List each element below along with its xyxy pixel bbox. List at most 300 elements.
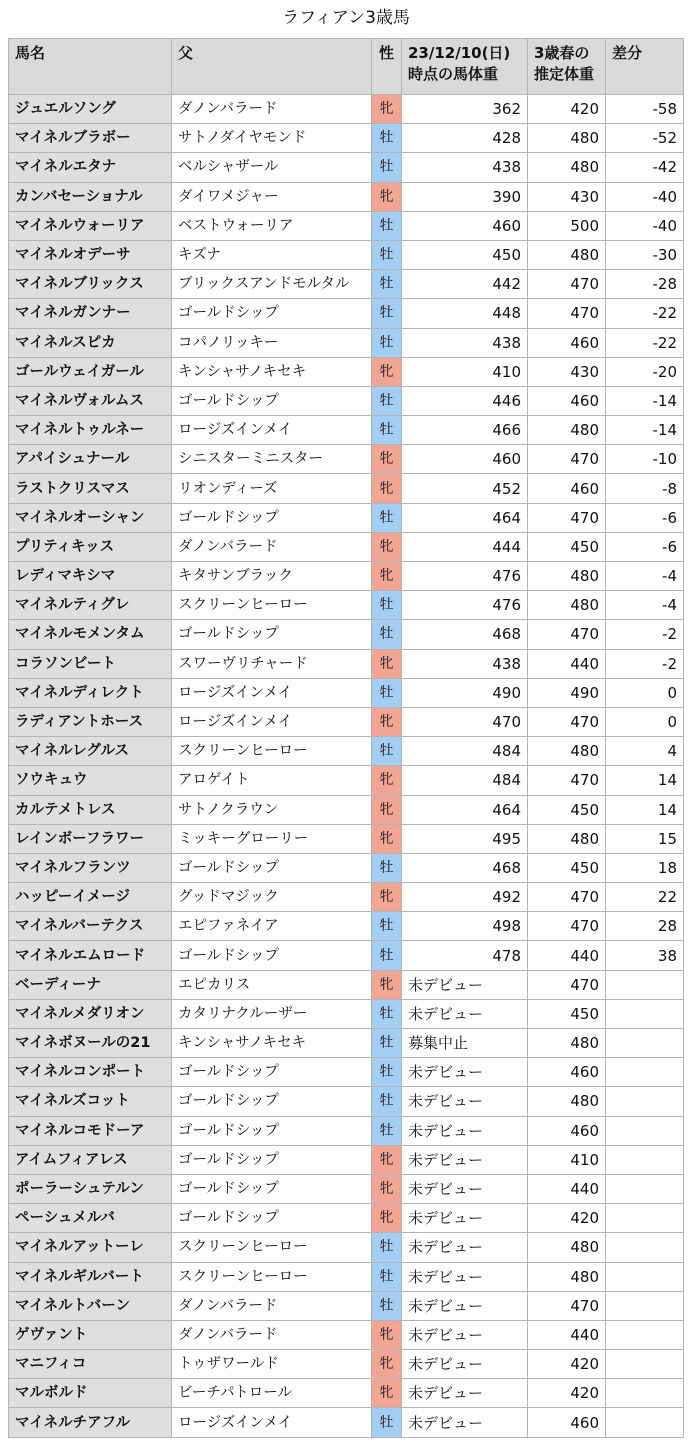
weight-cell: 未デビュー bbox=[402, 1058, 528, 1087]
table-row bbox=[9, 357, 684, 386]
weight-cell: 452 bbox=[402, 474, 528, 503]
sire-cell: ゴールドシップ bbox=[172, 1058, 372, 1087]
horse-name-cell: マイネルエタナ bbox=[9, 153, 172, 182]
table-row bbox=[9, 240, 684, 269]
table-row bbox=[9, 182, 684, 211]
table-row bbox=[9, 445, 684, 474]
estimate-cell: 470 bbox=[528, 912, 606, 941]
sire-cell: ゴールドシップ bbox=[172, 386, 372, 415]
diff-cell: -4 bbox=[606, 591, 684, 620]
sex-badge: 牡 bbox=[372, 1291, 402, 1320]
weight-cell: 未デビュー bbox=[402, 1262, 528, 1291]
weight-cell: 未デビュー bbox=[402, 1379, 528, 1408]
horse-name-cell: マイネルメダリオン bbox=[9, 999, 172, 1028]
diff-cell: -42 bbox=[606, 153, 684, 182]
sire-cell: スクリーンヒーロー bbox=[172, 1262, 372, 1291]
estimate-cell: 500 bbox=[528, 211, 606, 240]
weight-cell: 460 bbox=[402, 445, 528, 474]
header-estimate bbox=[528, 39, 606, 95]
diff-cell bbox=[606, 1408, 684, 1437]
horse-name-cell: ペーシュメルバ bbox=[9, 1204, 172, 1233]
estimate-cell: 440 bbox=[528, 1174, 606, 1203]
table-row bbox=[9, 591, 684, 620]
weight-cell: 466 bbox=[402, 416, 528, 445]
horse-name-cell: マイネルトゥルネー bbox=[9, 416, 172, 445]
table-row bbox=[9, 737, 684, 766]
weight-cell: 募集中止 bbox=[402, 1029, 528, 1058]
sire-cell: ゴールドシップ bbox=[172, 299, 372, 328]
table-row bbox=[9, 1174, 684, 1203]
diff-cell bbox=[606, 1058, 684, 1087]
estimate-cell: 470 bbox=[528, 620, 606, 649]
table-row bbox=[9, 503, 684, 532]
table-row bbox=[9, 1087, 684, 1116]
table-row bbox=[9, 1350, 684, 1379]
estimate-cell: 460 bbox=[528, 474, 606, 503]
estimate-cell: 430 bbox=[528, 357, 606, 386]
weight-cell: 460 bbox=[402, 211, 528, 240]
sire-cell: ゴールドシップ bbox=[172, 1116, 372, 1145]
diff-cell: -22 bbox=[606, 328, 684, 357]
table-row bbox=[9, 678, 684, 707]
weight-cell: 464 bbox=[402, 795, 528, 824]
table-row bbox=[9, 970, 684, 999]
weight-cell: 478 bbox=[402, 941, 528, 970]
sire-cell: キズナ bbox=[172, 240, 372, 269]
sex-badge: 牝 bbox=[372, 883, 402, 912]
weight-cell: 438 bbox=[402, 328, 528, 357]
diff-cell bbox=[606, 1320, 684, 1349]
diff-cell bbox=[606, 1233, 684, 1262]
weight-cell: 未デビュー bbox=[402, 1145, 528, 1174]
horse-name-cell: マイネルモメンタム bbox=[9, 620, 172, 649]
sex-badge: 牡 bbox=[372, 591, 402, 620]
header-weight-line1: 23/12/10(日) bbox=[408, 44, 511, 62]
sire-cell: ダノンバラード bbox=[172, 95, 372, 124]
diff-cell: -14 bbox=[606, 416, 684, 445]
table-row bbox=[9, 620, 684, 649]
estimate-cell: 420 bbox=[528, 1350, 606, 1379]
diff-cell: -2 bbox=[606, 620, 684, 649]
diff-cell: -40 bbox=[606, 182, 684, 211]
sex-badge: 牝 bbox=[372, 1320, 402, 1349]
table-row bbox=[9, 299, 684, 328]
sex-badge: 牝 bbox=[372, 474, 402, 503]
estimate-cell: 460 bbox=[528, 386, 606, 415]
estimate-cell: 470 bbox=[528, 299, 606, 328]
diff-cell: -22 bbox=[606, 299, 684, 328]
diff-cell bbox=[606, 1350, 684, 1379]
estimate-cell: 470 bbox=[528, 883, 606, 912]
sire-cell: ゴールドシップ bbox=[172, 941, 372, 970]
weight-cell: 未デビュー bbox=[402, 1291, 528, 1320]
weight-cell: 未デビュー bbox=[402, 1204, 528, 1233]
estimate-cell: 470 bbox=[528, 270, 606, 299]
horse-table bbox=[8, 38, 684, 1438]
sire-cell: ロージズインメイ bbox=[172, 416, 372, 445]
sire-cell: ゴールドシップ bbox=[172, 853, 372, 882]
estimate-cell: 480 bbox=[528, 1087, 606, 1116]
estimate-cell: 410 bbox=[528, 1145, 606, 1174]
weight-cell: 438 bbox=[402, 649, 528, 678]
horse-name-cell: マイネルスピカ bbox=[9, 328, 172, 357]
diff-cell bbox=[606, 1087, 684, 1116]
sex-badge: 牡 bbox=[372, 211, 402, 240]
horse-name-cell: マイネルティグレ bbox=[9, 591, 172, 620]
sire-cell: トゥザワールド bbox=[172, 1350, 372, 1379]
diff-cell: 18 bbox=[606, 853, 684, 882]
table-row bbox=[9, 853, 684, 882]
table-row bbox=[9, 999, 684, 1028]
horse-name-cell: マイネルレグルス bbox=[9, 737, 172, 766]
estimate-cell: 430 bbox=[528, 182, 606, 211]
horse-name-cell: マイネボヌールの21 bbox=[9, 1029, 172, 1058]
sex-badge: 牡 bbox=[372, 1408, 402, 1437]
sex-badge: 牝 bbox=[372, 532, 402, 561]
sex-badge: 牡 bbox=[372, 1058, 402, 1087]
estimate-cell: 450 bbox=[528, 853, 606, 882]
diff-cell bbox=[606, 1116, 684, 1145]
table-row bbox=[9, 1379, 684, 1408]
estimate-cell: 470 bbox=[528, 707, 606, 736]
diff-cell: -28 bbox=[606, 270, 684, 299]
table-row bbox=[9, 795, 684, 824]
table-row bbox=[9, 1116, 684, 1145]
sex-badge: 牝 bbox=[372, 1174, 402, 1203]
weight-cell: 492 bbox=[402, 883, 528, 912]
estimate-cell: 420 bbox=[528, 95, 606, 124]
diff-cell bbox=[606, 1291, 684, 1320]
diff-cell: -14 bbox=[606, 386, 684, 415]
table-row bbox=[9, 124, 684, 153]
estimate-cell: 480 bbox=[528, 124, 606, 153]
diff-cell bbox=[606, 1145, 684, 1174]
diff-cell: -20 bbox=[606, 357, 684, 386]
estimate-cell: 450 bbox=[528, 999, 606, 1028]
diff-cell: -4 bbox=[606, 562, 684, 591]
estimate-cell: 450 bbox=[528, 795, 606, 824]
diff-cell: -52 bbox=[606, 124, 684, 153]
horse-name-cell: ベーディーナ bbox=[9, 970, 172, 999]
sire-cell: サトノダイヤモンド bbox=[172, 124, 372, 153]
diff-cell: 22 bbox=[606, 883, 684, 912]
weight-cell: 428 bbox=[402, 124, 528, 153]
sex-badge: 牝 bbox=[372, 1350, 402, 1379]
sex-badge: 牝 bbox=[372, 562, 402, 591]
weight-cell: 未デビュー bbox=[402, 1087, 528, 1116]
weight-cell: 362 bbox=[402, 95, 528, 124]
horse-name-cell: マイネルズコット bbox=[9, 1087, 172, 1116]
sire-cell: コパノリッキー bbox=[172, 328, 372, 357]
horse-name-cell: マイネルチアフル bbox=[9, 1408, 172, 1437]
table-row bbox=[9, 386, 684, 415]
horse-name-cell: カンバセーショナル bbox=[9, 182, 172, 211]
table-row bbox=[9, 1204, 684, 1233]
estimate-cell: 420 bbox=[528, 1204, 606, 1233]
sire-cell: ゴールドシップ bbox=[172, 1087, 372, 1116]
diff-cell bbox=[606, 1379, 684, 1408]
weight-cell: 446 bbox=[402, 386, 528, 415]
horse-name-cell: コラソンビート bbox=[9, 649, 172, 678]
sex-badge: 牝 bbox=[372, 445, 402, 474]
sex-badge: 牡 bbox=[372, 124, 402, 153]
sire-cell: スワーヴリチャード bbox=[172, 649, 372, 678]
weight-cell: 390 bbox=[402, 182, 528, 211]
horse-name-cell: ソウキュウ bbox=[9, 766, 172, 795]
estimate-cell: 470 bbox=[528, 503, 606, 532]
sex-badge: 牡 bbox=[372, 1233, 402, 1262]
horse-name-cell: マイネルオーシャン bbox=[9, 503, 172, 532]
diff-cell bbox=[606, 999, 684, 1028]
sire-cell: ゴールドシップ bbox=[172, 1145, 372, 1174]
sire-cell: ブリックスアンドモルタル bbox=[172, 270, 372, 299]
estimate-cell: 460 bbox=[528, 1116, 606, 1145]
header-estimate-line1: 3歳春の bbox=[534, 44, 590, 62]
sex-badge: 牡 bbox=[372, 503, 402, 532]
sire-cell: アロゲイト bbox=[172, 766, 372, 795]
diff-cell: -10 bbox=[606, 445, 684, 474]
horse-name-cell: マイネルフランツ bbox=[9, 853, 172, 882]
sex-badge: 牝 bbox=[372, 1379, 402, 1408]
sire-cell: シニスターミニスター bbox=[172, 445, 372, 474]
diff-cell: -30 bbox=[606, 240, 684, 269]
table-row bbox=[9, 474, 684, 503]
header-sire: 父 bbox=[172, 39, 372, 95]
sex-badge: 牝 bbox=[372, 766, 402, 795]
estimate-cell: 470 bbox=[528, 970, 606, 999]
horse-name-cell: ポーラーシュテルン bbox=[9, 1174, 172, 1203]
weight-cell: 未デビュー bbox=[402, 1174, 528, 1203]
table-row bbox=[9, 1058, 684, 1087]
header-estimate-line2: 推定体重 bbox=[534, 65, 595, 83]
diff-cell: -58 bbox=[606, 95, 684, 124]
estimate-cell: 440 bbox=[528, 649, 606, 678]
sex-badge: 牡 bbox=[372, 620, 402, 649]
sex-badge: 牝 bbox=[372, 649, 402, 678]
diff-cell bbox=[606, 1262, 684, 1291]
table-row bbox=[9, 1291, 684, 1320]
sex-badge: 牡 bbox=[372, 299, 402, 328]
weight-cell: 464 bbox=[402, 503, 528, 532]
horse-name-cell: マイネルディレクト bbox=[9, 678, 172, 707]
sire-cell: ゴールドシップ bbox=[172, 503, 372, 532]
estimate-cell: 480 bbox=[528, 240, 606, 269]
sire-cell: リオンディーズ bbox=[172, 474, 372, 503]
weight-cell: 未デビュー bbox=[402, 1320, 528, 1349]
sire-cell: キタサンブラック bbox=[172, 562, 372, 591]
table-row bbox=[9, 211, 684, 240]
weight-cell: 未デビュー bbox=[402, 1350, 528, 1379]
weight-cell: 410 bbox=[402, 357, 528, 386]
sire-cell: ベルシャザール bbox=[172, 153, 372, 182]
table-row bbox=[9, 270, 684, 299]
horse-name-cell: マイネルコンポート bbox=[9, 1058, 172, 1087]
horse-name-cell: レインボーフラワー bbox=[9, 824, 172, 853]
table-row bbox=[9, 766, 684, 795]
sex-badge: 牡 bbox=[372, 153, 402, 182]
table-row bbox=[9, 1233, 684, 1262]
weight-cell: 495 bbox=[402, 824, 528, 853]
estimate-cell: 470 bbox=[528, 766, 606, 795]
sex-badge: 牡 bbox=[372, 999, 402, 1028]
horse-name-cell: マイネルウォーリア bbox=[9, 211, 172, 240]
table-row bbox=[9, 1262, 684, 1291]
sire-cell: ダノンバラード bbox=[172, 532, 372, 561]
sire-cell: ゴールドシップ bbox=[172, 620, 372, 649]
weight-cell: 未デビュー bbox=[402, 970, 528, 999]
estimate-cell: 420 bbox=[528, 1379, 606, 1408]
sire-cell: ダイワメジャー bbox=[172, 182, 372, 211]
weight-cell: 未デビュー bbox=[402, 1116, 528, 1145]
horse-name-cell: ゲヴァント bbox=[9, 1320, 172, 1349]
diff-cell: -2 bbox=[606, 649, 684, 678]
horse-name-cell: マイネルギルバート bbox=[9, 1262, 172, 1291]
sex-badge: 牝 bbox=[372, 357, 402, 386]
diff-cell: 15 bbox=[606, 824, 684, 853]
horse-name-cell: マイネルヴォルムス bbox=[9, 386, 172, 415]
estimate-cell: 460 bbox=[528, 1408, 606, 1437]
horse-name-cell: レディマキシマ bbox=[9, 562, 172, 591]
sire-cell: ロージズインメイ bbox=[172, 1408, 372, 1437]
weight-cell: 442 bbox=[402, 270, 528, 299]
weight-cell: 450 bbox=[402, 240, 528, 269]
sire-cell: ダノンバラード bbox=[172, 1291, 372, 1320]
sire-cell: キンシャサノキセキ bbox=[172, 357, 372, 386]
header-weight bbox=[402, 39, 528, 95]
sire-cell: ミッキーグローリー bbox=[172, 824, 372, 853]
sex-badge: 牡 bbox=[372, 853, 402, 882]
estimate-cell: 480 bbox=[528, 591, 606, 620]
table-row bbox=[9, 707, 684, 736]
estimate-cell: 480 bbox=[528, 824, 606, 853]
sex-badge: 牡 bbox=[372, 416, 402, 445]
estimate-cell: 450 bbox=[528, 532, 606, 561]
weight-cell: 470 bbox=[402, 707, 528, 736]
table-row bbox=[9, 883, 684, 912]
sex-badge: 牝 bbox=[372, 182, 402, 211]
header-row bbox=[9, 39, 684, 95]
header-diff: 差分 bbox=[606, 39, 684, 95]
sire-cell: エピファネイア bbox=[172, 912, 372, 941]
estimate-cell: 480 bbox=[528, 416, 606, 445]
estimate-cell: 480 bbox=[528, 153, 606, 182]
estimate-cell: 460 bbox=[528, 328, 606, 357]
estimate-cell: 460 bbox=[528, 1058, 606, 1087]
diff-cell: -40 bbox=[606, 211, 684, 240]
estimate-cell: 480 bbox=[528, 562, 606, 591]
horse-name-cell: マイネルブリックス bbox=[9, 270, 172, 299]
diff-cell: 0 bbox=[606, 678, 684, 707]
sex-badge: 牡 bbox=[372, 941, 402, 970]
header-name: 馬名 bbox=[9, 39, 172, 95]
table-row bbox=[9, 328, 684, 357]
diff-cell bbox=[606, 1029, 684, 1058]
horse-name-cell: プリティキッス bbox=[9, 532, 172, 561]
sire-cell: グッドマジック bbox=[172, 883, 372, 912]
horse-name-cell: マイネルオデーサ bbox=[9, 240, 172, 269]
table-row bbox=[9, 562, 684, 591]
horse-name-cell: ラディアントホース bbox=[9, 707, 172, 736]
table-row bbox=[9, 941, 684, 970]
table-row bbox=[9, 1320, 684, 1349]
sex-badge: 牡 bbox=[372, 912, 402, 941]
weight-cell: 468 bbox=[402, 620, 528, 649]
horse-name-cell: ラストクリスマス bbox=[9, 474, 172, 503]
horse-name-cell: アイムフィアレス bbox=[9, 1145, 172, 1174]
table-row bbox=[9, 95, 684, 124]
horse-name-cell: マイネルブラボー bbox=[9, 124, 172, 153]
weight-cell: 498 bbox=[402, 912, 528, 941]
weight-cell: 490 bbox=[402, 678, 528, 707]
sex-badge: 牡 bbox=[372, 737, 402, 766]
weight-cell: 438 bbox=[402, 153, 528, 182]
weight-cell: 476 bbox=[402, 591, 528, 620]
page-title: ラフィアン3歳馬 bbox=[282, 8, 410, 28]
diff-cell: 0 bbox=[606, 707, 684, 736]
sire-cell: ロージズインメイ bbox=[172, 678, 372, 707]
sex-badge: 牝 bbox=[372, 1145, 402, 1174]
sex-badge: 牝 bbox=[372, 95, 402, 124]
horse-name-cell: マイネルガンナー bbox=[9, 299, 172, 328]
weight-cell: 未デビュー bbox=[402, 999, 528, 1028]
estimate-cell: 480 bbox=[528, 1262, 606, 1291]
sex-badge: 牡 bbox=[372, 328, 402, 357]
estimate-cell: 490 bbox=[528, 678, 606, 707]
sex-badge: 牝 bbox=[372, 1204, 402, 1233]
sire-cell: ダノンバラード bbox=[172, 1320, 372, 1349]
weight-cell: 476 bbox=[402, 562, 528, 591]
table-row bbox=[9, 532, 684, 561]
weight-cell: 484 bbox=[402, 766, 528, 795]
sire-cell: サトノクラウン bbox=[172, 795, 372, 824]
diff-cell bbox=[606, 1174, 684, 1203]
sex-badge: 牡 bbox=[372, 270, 402, 299]
horse-name-cell: マルボルド bbox=[9, 1379, 172, 1408]
header-sex: 性 bbox=[372, 39, 402, 95]
horse-name-cell: アパイシュナール bbox=[9, 445, 172, 474]
weight-cell: 444 bbox=[402, 532, 528, 561]
sire-cell: ゴールドシップ bbox=[172, 1204, 372, 1233]
sire-cell: スクリーンヒーロー bbox=[172, 737, 372, 766]
table-row bbox=[9, 649, 684, 678]
estimate-cell: 480 bbox=[528, 737, 606, 766]
weight-cell: 448 bbox=[402, 299, 528, 328]
horse-name-cell: マイネルトバーン bbox=[9, 1291, 172, 1320]
weight-cell: 484 bbox=[402, 737, 528, 766]
horse-name-cell: マイネルバーテクス bbox=[9, 912, 172, 941]
table-row bbox=[9, 1145, 684, 1174]
sire-cell: カタリナクルーザー bbox=[172, 999, 372, 1028]
horse-name-cell: マイネルエムロード bbox=[9, 941, 172, 970]
diff-cell: -6 bbox=[606, 532, 684, 561]
sex-badge: 牡 bbox=[372, 1116, 402, 1145]
sex-badge: 牡 bbox=[372, 1262, 402, 1291]
weight-cell: 468 bbox=[402, 853, 528, 882]
table-row bbox=[9, 1408, 684, 1437]
table-row bbox=[9, 153, 684, 182]
estimate-cell: 440 bbox=[528, 941, 606, 970]
horse-name-cell: ハッピーイメージ bbox=[9, 883, 172, 912]
sex-badge: 牡 bbox=[372, 678, 402, 707]
diff-cell: 38 bbox=[606, 941, 684, 970]
sire-cell: スクリーンヒーロー bbox=[172, 1233, 372, 1262]
sex-badge: 牝 bbox=[372, 795, 402, 824]
diff-cell bbox=[606, 1204, 684, 1233]
sire-cell: ビーチパトロール bbox=[172, 1379, 372, 1408]
sire-cell: ロージズインメイ bbox=[172, 707, 372, 736]
sire-cell: キンシャサノキセキ bbox=[172, 1029, 372, 1058]
estimate-cell: 470 bbox=[528, 445, 606, 474]
